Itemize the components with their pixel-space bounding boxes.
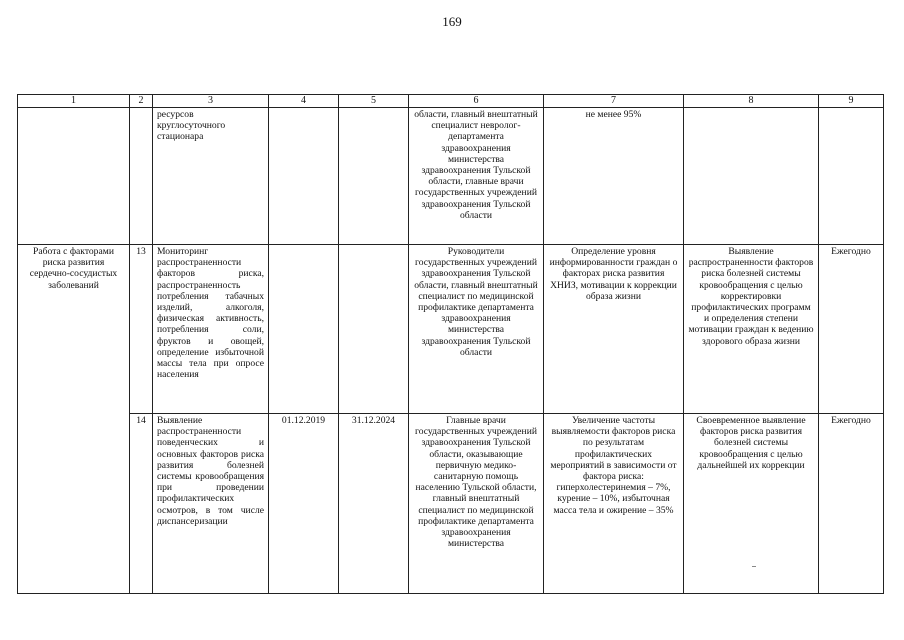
cell-number (130, 108, 153, 245)
cell-indicator: не менее 95% (544, 108, 684, 245)
table-row (18, 245, 884, 414)
cell-end-date (339, 108, 409, 245)
header-col-6: 6 (409, 95, 544, 108)
cell-start-date: 01.12.2019 (269, 414, 339, 594)
cell-responsible: Руководители государственных учреждений здравоохранения Тульской области, главный внештатный специалист по медицинской профилактике департамента здравоохранения министерства здравоохранения Тульской области (409, 245, 544, 414)
cell-direction: Работа с факторами риска развития сердечно-сосудистых заболеваний (18, 245, 130, 594)
cell-direction (18, 108, 130, 245)
header-col-1: 1 (18, 95, 130, 108)
cell-period (819, 108, 884, 245)
cell-period: Ежегодно (819, 245, 884, 414)
header-row (18, 95, 884, 108)
measures-table (17, 94, 884, 594)
cell-start-date (269, 108, 339, 245)
header-col-5: 5 (339, 95, 409, 108)
header-col-2: 2 (130, 95, 153, 108)
scan-artifact-mark (752, 566, 756, 567)
header-col-3: 3 (153, 95, 269, 108)
cell-activity: Выявление распространенности поведенческих и основных факторов риска развития болезней системы кровообращения при проведении профилактических осмотров, в том числе диспансеризации (153, 414, 269, 594)
cell-result: Своевременное выявление факторов риска развития болезней системы кровообращения с целью дальнейшей их коррекции (684, 414, 819, 594)
cell-responsible: Главные врачи государственных учреждений здравоохранения Тульской области, оказывающие первичную медико-санитарную помощь населению Тульской области, главный внештатный специалист по медицинской профилактике департамента здравоохранения министерства (409, 414, 544, 594)
cell-number: 13 (130, 245, 153, 414)
cell-indicator: Увеличение частоты выявляемости факторов риска по результатам профилактических мероприятий в зависимости от фактора риска: гиперхолестеринемия – 7%, курение – 10%, избыточная масса тела и ожирение – 35% (544, 414, 684, 594)
cell-activity: Мониторинг распространенности факторов риска, распространенность потребления табачных изделий, алкоголя, физическая активность, потребления соли, фруктов и овощей, определение избыточной массы тела при опросе населения (153, 245, 269, 414)
header-col-4: 4 (269, 95, 339, 108)
page-number: 169 (442, 14, 462, 29)
table-row (18, 108, 884, 245)
cell-result: Выявление распространенности факторов риска болезней системы кровообращения с целью корректировки профилактических программ и определения степени мотивации граждан к ведению здорового образа жизни (684, 245, 819, 414)
cell-number: 14 (130, 414, 153, 594)
header-col-9: 9 (819, 95, 884, 108)
cell-end-date: 31.12.2024 (339, 414, 409, 594)
cell-result (684, 108, 819, 245)
cell-period: Ежегодно (819, 414, 884, 594)
cell-responsible: области, главный внештатный специалист невролог-департамента здравоохранения министерства здравоохранения Тульской области, главные врачи государственных учреждений здравоохранения Тульской области (409, 108, 544, 245)
cell-indicator: Определение уровня информированности граждан о факторах риска развития ХНИЗ, мотивации к коррекции образа жизни (544, 245, 684, 414)
cell-start-date (269, 245, 339, 414)
cell-end-date (339, 245, 409, 414)
header-col-7: 7 (544, 95, 684, 108)
cell-activity: ресурсов круглосуточного стационара (153, 108, 269, 245)
header-col-8: 8 (684, 95, 819, 108)
